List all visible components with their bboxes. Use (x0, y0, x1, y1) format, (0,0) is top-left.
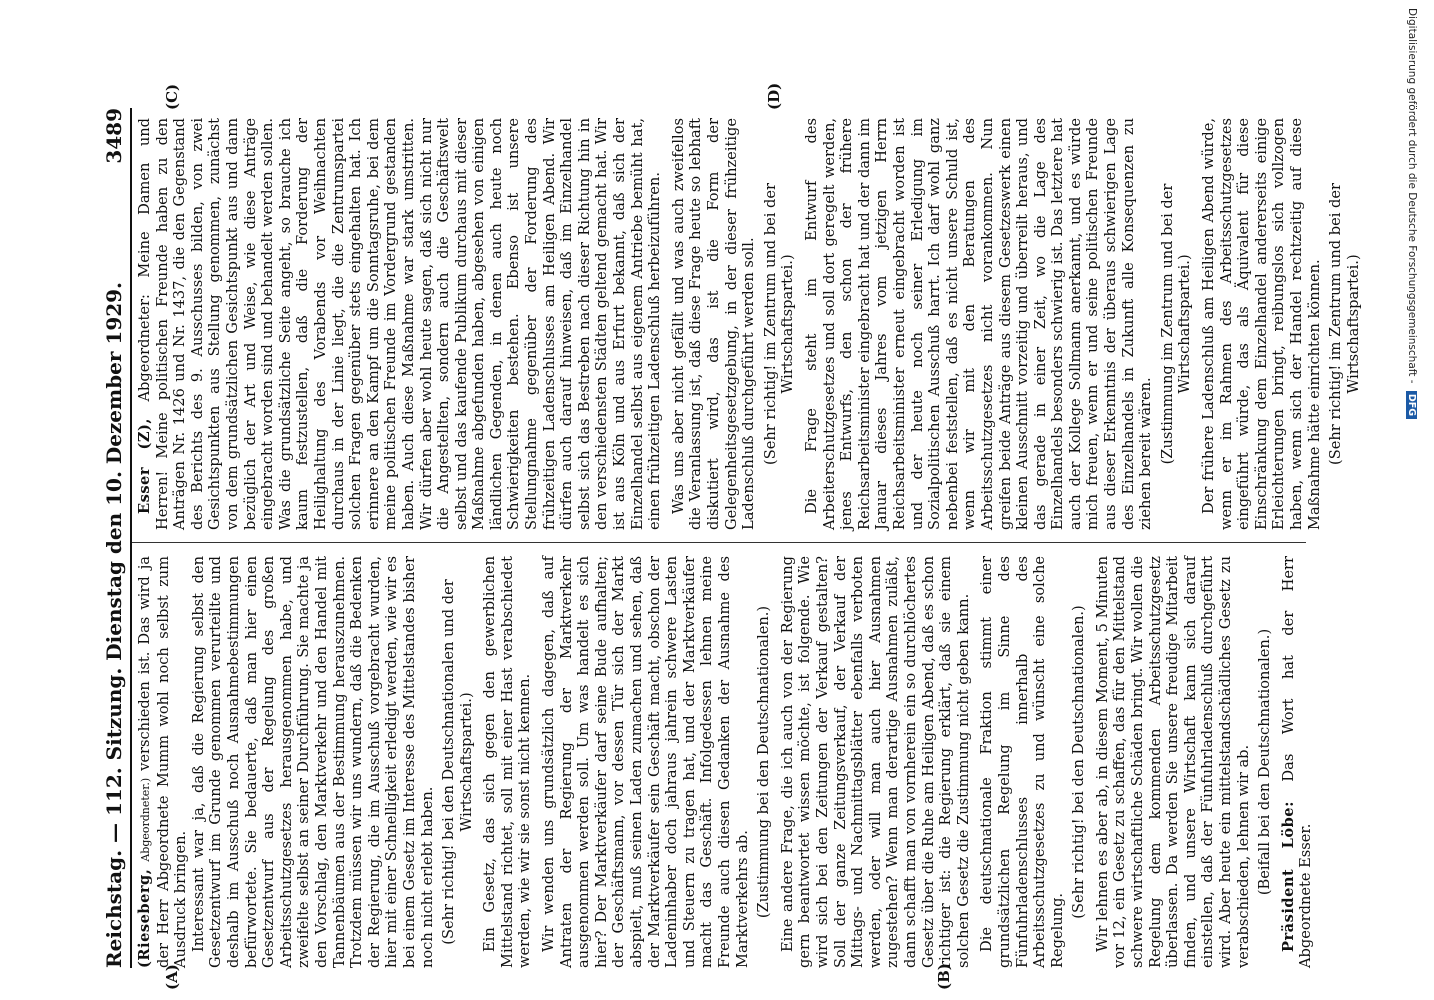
paragraph: Die deutschnationale Fraktion stimmt einer grundsätzlichen Regelung im Sinne des Fünfuhrladenschlusses innerhalb des Arbeitsschutzgesetzes zu und wünscht eine solche Regelung. (978, 556, 1066, 968)
paragraph (136, 556, 190, 968)
interjection: (Sehr richtig! im Zentrum und bei der Wirtschaftspartei.) (1327, 183, 1362, 465)
rotated-page (86, 82, 1362, 990)
interjection: (Beifall bei den Deutschnationalen.) (1256, 628, 1274, 896)
speaker-name: Präsident Löbe: (1279, 801, 1297, 952)
paragraph: Interessant war ja, daß die Regierung selbst den Gesetzentwurf im Grunde genommen verurteilte und deshalb im Ausschuß noch Ausnahmebestimmungen befürwortete. Sie bedauerte, daß man hier einen Gesetzentwurf aus der Regelung des großen Arbeitsschutzgesetzes herausgenommen habe, und zweifelte selbst an seiner Durchführung. Sie machte ja den Vorschlag, den Marktverkehr und den Handel mit Tannenbäumen aus der Bestimmung herauszunehmen. Trotzdem müssen wir uns wundern, daß die Bedenken der Regierung, die im Ausschuß vorgebracht wurden, hier mit einer Schnelligkeit erledigt werden, wie wir es bei einem Gesetz im Interesse des Mittelstandes bisher noch nicht erlebt haben. (189, 556, 436, 968)
page-header (92, 108, 132, 968)
paragraph (136, 118, 664, 530)
stamp-text: Digitalisierung gefördert durch die Deutsche Forschungsgemeinschaft - (1406, 8, 1418, 384)
interjection: (Zustimmung bei den Deutschnationalen.) (755, 605, 773, 919)
paragraph: Was uns aber nicht gefällt und was auch zweifellos die Veranlassung ist, daß diese Frage heute so lebhaft diskutiert wird, das ist die Form der Gelegenheitsgesetzgebung, in der dieser frühzeitige Ladenschluß durchgeführt werden soll. (669, 118, 758, 530)
dfg-logo: DFG (1406, 391, 1417, 419)
paragraph: Die Frage steht im Entwurf des Arbeiterschutzgesetzes und soll dort geregelt werden, jenes Entwurfs, den schon der frühere Reichsarbeitsminister eingebracht hat und der dann im Januar dieses Jahres vom jetzigen Herrn Reichsarbeitsminister erneut eingebracht worden ist und der heute noch seiner Erledigung im Sozialpolitischen Ausschuß harrt. Ich darf wohl ganz nebenbei feststellen, daß es nicht unsere Schuld ist, wenn wir mit den Beratungen des Arbeitsschutzgesetzes nicht vorankommen. Nun greifen beide Anträge aus diesem Gesetzeswerk einen kleinen Ausschnitt vorzeitig und überreilt heraus, und das gerade in einer Zeit, wo die Lage des Einzelhandels besonders schwierig ist. Das letztere hat auch der Kollege Sollmann anerkannt, und es würde mich freuen, wenn er und seine politischen Freunde aus dieser Erkenntnis der überaus schwierigen Lage des Einzelhandels in Zukunft alle Konsequenzen zu ziehen bereit wären. (802, 118, 1155, 530)
page-number: 3489 (102, 108, 126, 164)
paragraph: Wir lehnen es aber ab, in diesem Moment, 5 Minuten vor 12, ein Gesetz zu schaffen, das für den Mittelstand schwere wirtschaftliche Schäden bringt. Wir wollen die Regelung dem kommenden Arbeitsschutzgesetz überlassen. Da werden Sie unsere freudige Mitarbeit finden, und unsere Wirtschaft kann sich darauf einstellen, daß der Fünfuhrladenschluß durchgeführt wird. Aber heute ein mittelstandschädliches Gesetz zu verabschieden, lehnen wir ab. (1093, 556, 1252, 968)
right-column (136, 82, 1362, 530)
speaker-name: (Rieseberg, (136, 868, 153, 968)
left-column (136, 556, 1315, 990)
digitization-stamp (1406, 8, 1418, 708)
column-divider (132, 542, 1306, 543)
section-marker-a: (A) (163, 964, 181, 990)
interjection: (Sehr richtig! bei den Deutschnationalen und der Wirtschaftspartei.) (440, 579, 475, 945)
interjection: (Sehr richtig! bei den Deutschnationalen.) (1070, 605, 1088, 919)
section-marker-b: (B) (935, 963, 953, 990)
paragraph-text: Das Wort hat der Herr Abgeordnete Esser. (1279, 556, 1315, 968)
speaker-name: Esser (Z), (136, 418, 153, 514)
paragraph: Wir wenden uns grundsätzlich dagegen, daß auf Antraten der Regierung der Marktverkehr ausgenommen werden soll. Um was handelt es sich hier? Der Marktverkäufer darf seine Bude aufhalten; der Geschäftsmann, vor dessen Tür sich der Markt abspielt, muß seinen Laden zumachen und sehen, daß der Marktverkäufer sein Geschäft macht, obschon der Ladeninhaber doch jahraus jahrein schwere Lasten und Steuern zu tragen hat, und der Marktverkäufer macht das Geschäft. Infolgedessen lehnen meine Freunde auch diesen Gedanken der Ausnahme des Marktverkehrs ab. (540, 556, 751, 968)
paragraph (1280, 556, 1315, 968)
paragraph: Eine andere Frage, die ich auch von der Regierung gern beantwortet wissen möchte, ist folgende. Wie wird sich bei den Zeitungen der Verkauf gestalten? Soll der ganze Zeitungsverkauf, der Verkauf der Mittags- und Nachmittagsblätter ebenfalls verboten werden, oder will man auch hier Ausnahmen zugestehen? Wenn man derartige Ausnahmen zuläßt, dann schafft man von vornherein ein so durchlöchertes Gesetz über die Ruhe am Heiligen Abend, daß es schon richtiger ist: die Regierung erklärt, daß sie einem solchen Gesetz die Zustimmung nicht geben kann. (778, 556, 972, 968)
header-title: Reichstag. — 112. Sitzung. Dienstag den 10. Dezember 1929. (102, 281, 126, 968)
paragraph: Ein Gesetz, das sich gegen den gewerblichen Mittelstand richtet, soll mit einer Hast verabschiedet werden, wie wir sie sonst nicht kennen. (481, 556, 534, 968)
speaker-role: Abgeordneter.) (139, 777, 152, 862)
paragraph-text: Abgeordneter: Meine Damen und Herren! Meine politischen Freunde haben zu den Anträgen Nr. 1426 und Nr. 1437, die den Gegenstand des Berichts des 9. Ausschusses bilden, von zwei Gesichtspunkten aus Stellung genommen, zunächst von dem grundsätzlichen Gesichtspunkt aus und dann bezüglich der Art und Weise, wie diese Anträge eingebracht worden sind und behandelt werden sollen. Was die grundsätzliche Seite angeht, so brauche ich kaum festzustellen, daß die Forderung der Heilighaltung des Vorabends vor Weihnachten durchaus in der Linie liegt, die die Zentrumspartei solchen Fragen gegenüber stets eingehalten hat. Ich erinnere an den Kampf um die Sonntagsruhe, bei dem meine politischen Freunde im Vordergrund gestanden haben. Auch diese Maßnahme war stark umstritten. Wir dürfen aber wohl heute sagen, daß sich nicht nur die Angestellten, sondern auch die Geschäftswelt selbst und das kaufende Publikum durchaus mit dieser Maßnahme abgefunden haben, abgesehen von einigen ländlichen Gegenden, in denen auch heute noch Schwierigkeiten bestehen. Ebenso ist unsere Stellungnahme gegenüber der Forderung des frühzeitigen Ladenschlusses am Heiligen Abend. Wir dürfen auch darauf hinweisen, daß im Einzelhandel selbst sich das Bestreben nach dieser Richtung hin in den verschiedensten Städten geltend gemacht hat. Wir ist aus Köln und aus Erfurt bekannt, daß sich der Einzelhandel selbst aus eigenem Antriebe bemüht hat, einen frühzeitigen Ladenschluß herbeizuführen. (136, 117, 664, 530)
section-marker-c: (C) (163, 83, 181, 110)
interjection: (Zustimmung im Zentrum und bei der Wirtschaftspartei.) (1158, 183, 1194, 465)
paragraph-text: verschieden ist. Das wird ja der Herr Abgeordnete Mumm wohl noch selbst zum Ausdruck bringen. (136, 556, 190, 968)
interjection: (Sehr richtig! im Zentrum und bei der Wirtschaftspartei.) (761, 183, 797, 465)
section-marker-d: (D) (765, 82, 783, 110)
paragraph: Der frühere Ladenschluß am Heiligen Abend würde, wenn er im Rahmen des Arbeitsschutzgesetzes eingeführt würde, das als Äquivalent für diese Einschränkung dem Einzelhandel andererseits einige Erleichterungen bringt, reibungslos sich vollzogen haben, wenn sich der Handel rechtzeitig auf diese Maßnahme hätte einrichten können. (1200, 118, 1323, 530)
